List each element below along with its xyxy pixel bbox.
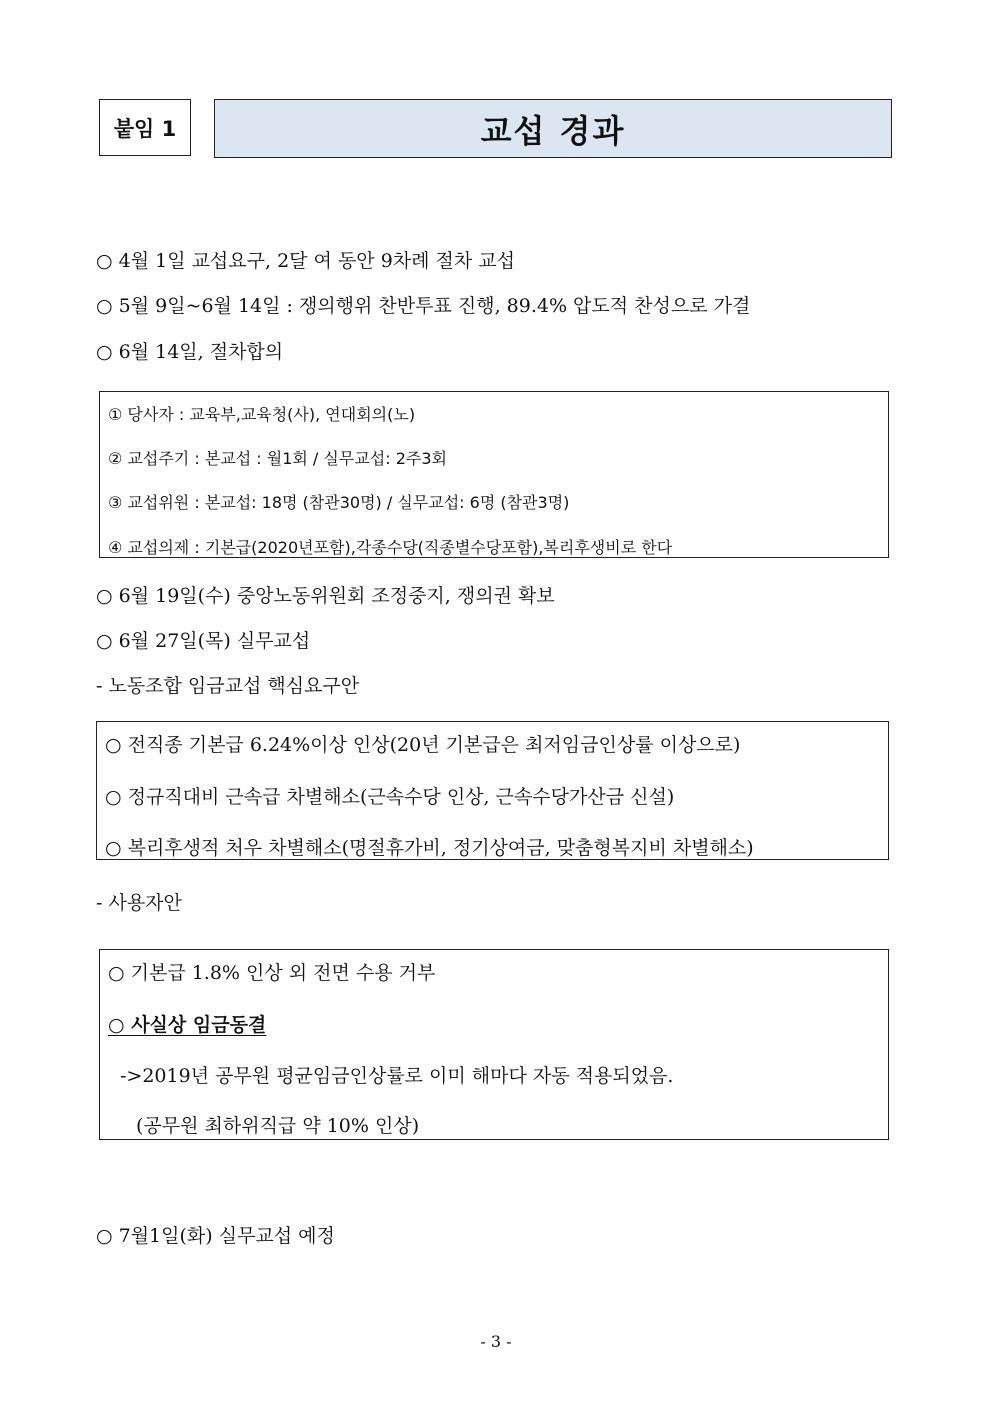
line-strike-vote: ○ 5월 9일~6월 14일 : 쟁의행위 찬반투표 진행, 89.4% 압도적 찬성으로 가결 [96,295,751,317]
employer-note-civil-servant: (공무원 최하위직급 약 10% 인상) [136,1115,420,1137]
agreement-parties: ① 당사자 : 교육부,교육청(사), 연대회의(노) [108,405,416,424]
line-procedure-agreement: ○ 6월 14일, 절차합의 [96,341,284,363]
agreement-agenda: ④ 교섭의제 : 기본급(2020년포함),각종수당(직종별수당포함),복리후생비로 한다 [108,538,673,557]
union-demands-box [96,721,889,860]
employer-proposal-label: - 사용자안 [96,892,182,914]
employer-wage-freeze: ○ 사실상 임금동결 [108,1014,267,1036]
employer-base-pay: ○ 기본급 1.8% 인상 외 전면 수용 거부 [108,962,436,984]
agreement-members: ③ 교섭위원 : 본교섭: 18명 (참관30명) / 실무교섭: 6명 (참관3명) [108,493,570,512]
agreement-cycle: ② 교섭주기 : 본교섭 : 월1회 / 실무교섭: 2주3회 [108,449,447,468]
union-demand-seniority: ○ 정규직대비 근속급 차별해소(근속수당 인상, 근속수당가산금 신설) [105,786,675,808]
union-demand-base-pay: ○ 전직종 기본급 6.24%이상 인상(20년 기본급은 최저임금인상률 이상으로) [105,734,741,756]
line-working-level: ○ 6월 27일(목) 실무교섭 [96,630,311,652]
employer-proposal-box [99,949,889,1140]
page-title: 교섭 경과 [214,99,892,158]
employer-note-auto-applied: ->2019년 공무원 평균임금인상률로 이미 해마다 자동 적용되었음. [120,1065,674,1087]
union-demand-welfare: ○ 복리후생적 처우 차별해소(명절휴가비, 정기상여금, 맞춤형복지비 차별해소) [105,837,754,859]
agreement-box [99,391,889,558]
line-union-demands-label: - 노동조합 임금교섭 핵심요구안 [96,675,360,697]
page-number: - 3 - [480,1332,512,1351]
line-bargaining-request: ○ 4월 1일 교섭요구, 2달 여 동안 9차례 절차 교섭 [96,250,515,272]
line-mediation: ○ 6월 19일(수) 중앙노동위원회 조정중지, 쟁의권 확보 [96,585,555,607]
line-next-meeting: ○ 7월1일(화) 실무교섭 예정 [96,1225,335,1247]
attachment-tag: 붙임 1 [99,99,191,156]
